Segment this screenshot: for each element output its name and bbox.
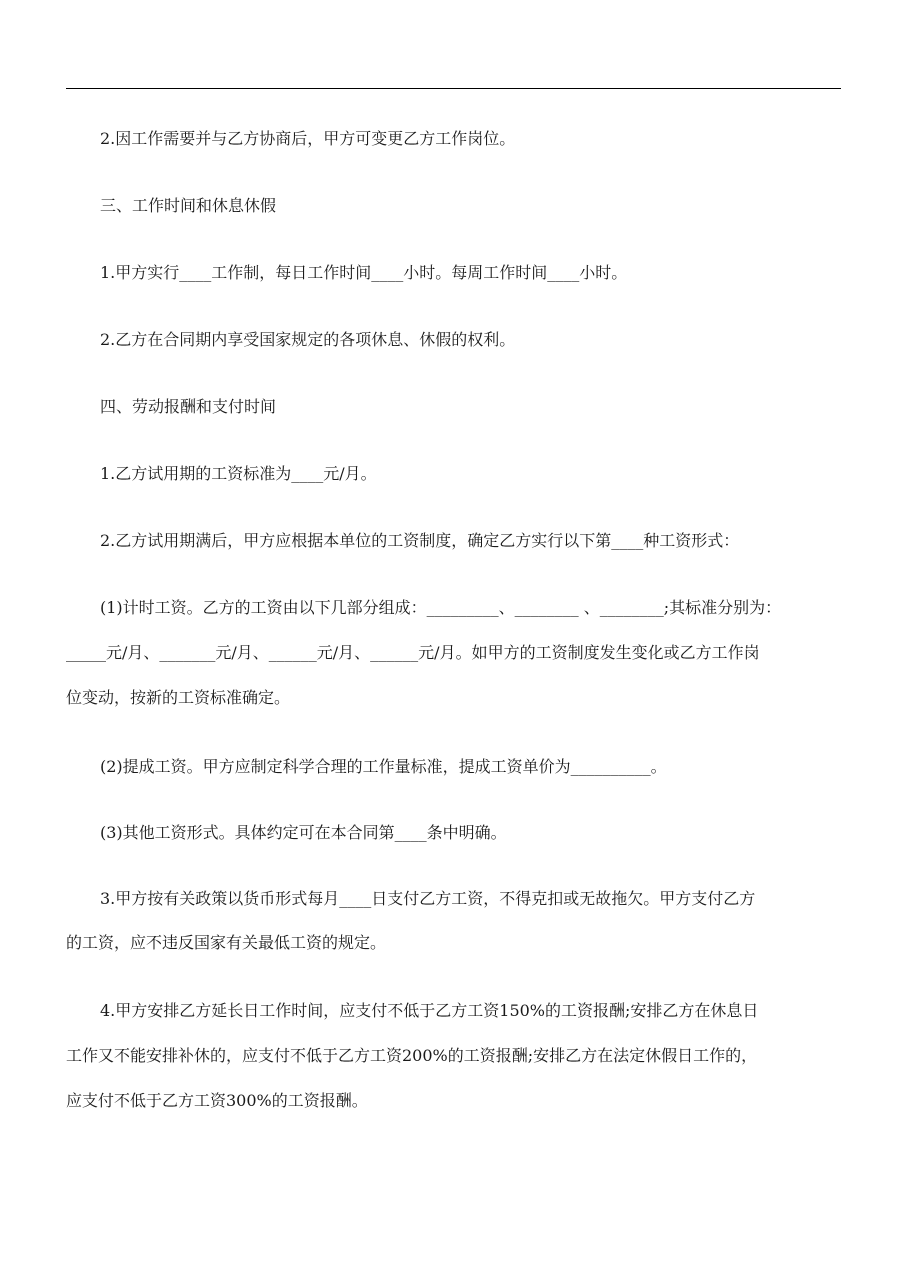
clause-hourly-wage-line-1: (1)计时工资。乙方的工资由以下几部分组成：_________、________ 、________;其标准分别为： — [100, 598, 782, 617]
clause-working-hours: 1.甲方实行____工作制，每日工作时间____小时。每周工作时间____小时。 — [100, 263, 628, 282]
clause-rest-rights: 2.乙方在合同期内享受国家规定的各项休息、休假的权利。 — [100, 330, 516, 349]
clause-probation-wage: 1.乙方试用期的工资标准为____元/月。 — [100, 464, 377, 483]
clause-overtime-line-2: 工作又不能安排补休的，应支付不低于乙方工资200%的工资报酬;安排乙方在法定休假日工作的， — [66, 1046, 758, 1065]
clause-hourly-wage-line-2: _____元/月、_______元/月、______元/月、______元/月。如甲方的工资制度发生变化或乙方工作岗 — [66, 643, 760, 662]
clause-overtime-line-3: 应支付不低于乙方工资300%的工资报酬。 — [66, 1091, 368, 1110]
clause-2-position-change: 2.因工作需要并与乙方协商后，甲方可变更乙方工作岗位。 — [100, 129, 516, 148]
header-rule — [66, 88, 841, 89]
section-4-heading: 四、劳动报酬和支付时间 — [100, 397, 277, 416]
clause-other-wage: (3)其他工资形式。具体约定可在本合同第____条中明确。 — [100, 823, 507, 842]
clause-overtime-line-1: 4.甲方安排乙方延长日工作时间，应支付不低于乙方工资150%的工资报酬;安排乙方在休息日 — [100, 1001, 759, 1020]
clause-wage-form: 2.乙方试用期满后，甲方应根据本单位的工资制度，确定乙方实行以下第____种工资形式： — [100, 531, 740, 550]
section-3-heading: 三、工作时间和休息休假 — [100, 196, 277, 215]
clause-commission-wage: (2)提成工资。甲方应制定科学合理的工作量标准，提成工资单价为__________。 — [100, 757, 667, 776]
clause-hourly-wage-line-3: 位变动，按新的工资标准确定。 — [66, 688, 291, 707]
clause-payment-date-line-2: 的工资，应不违反国家有关最低工资的规定。 — [66, 933, 387, 952]
clause-payment-date-line-1: 3.甲方按有关政策以货币形式每月____日支付乙方工资，不得克扣或无故拖欠。甲方支付乙方 — [100, 889, 756, 908]
